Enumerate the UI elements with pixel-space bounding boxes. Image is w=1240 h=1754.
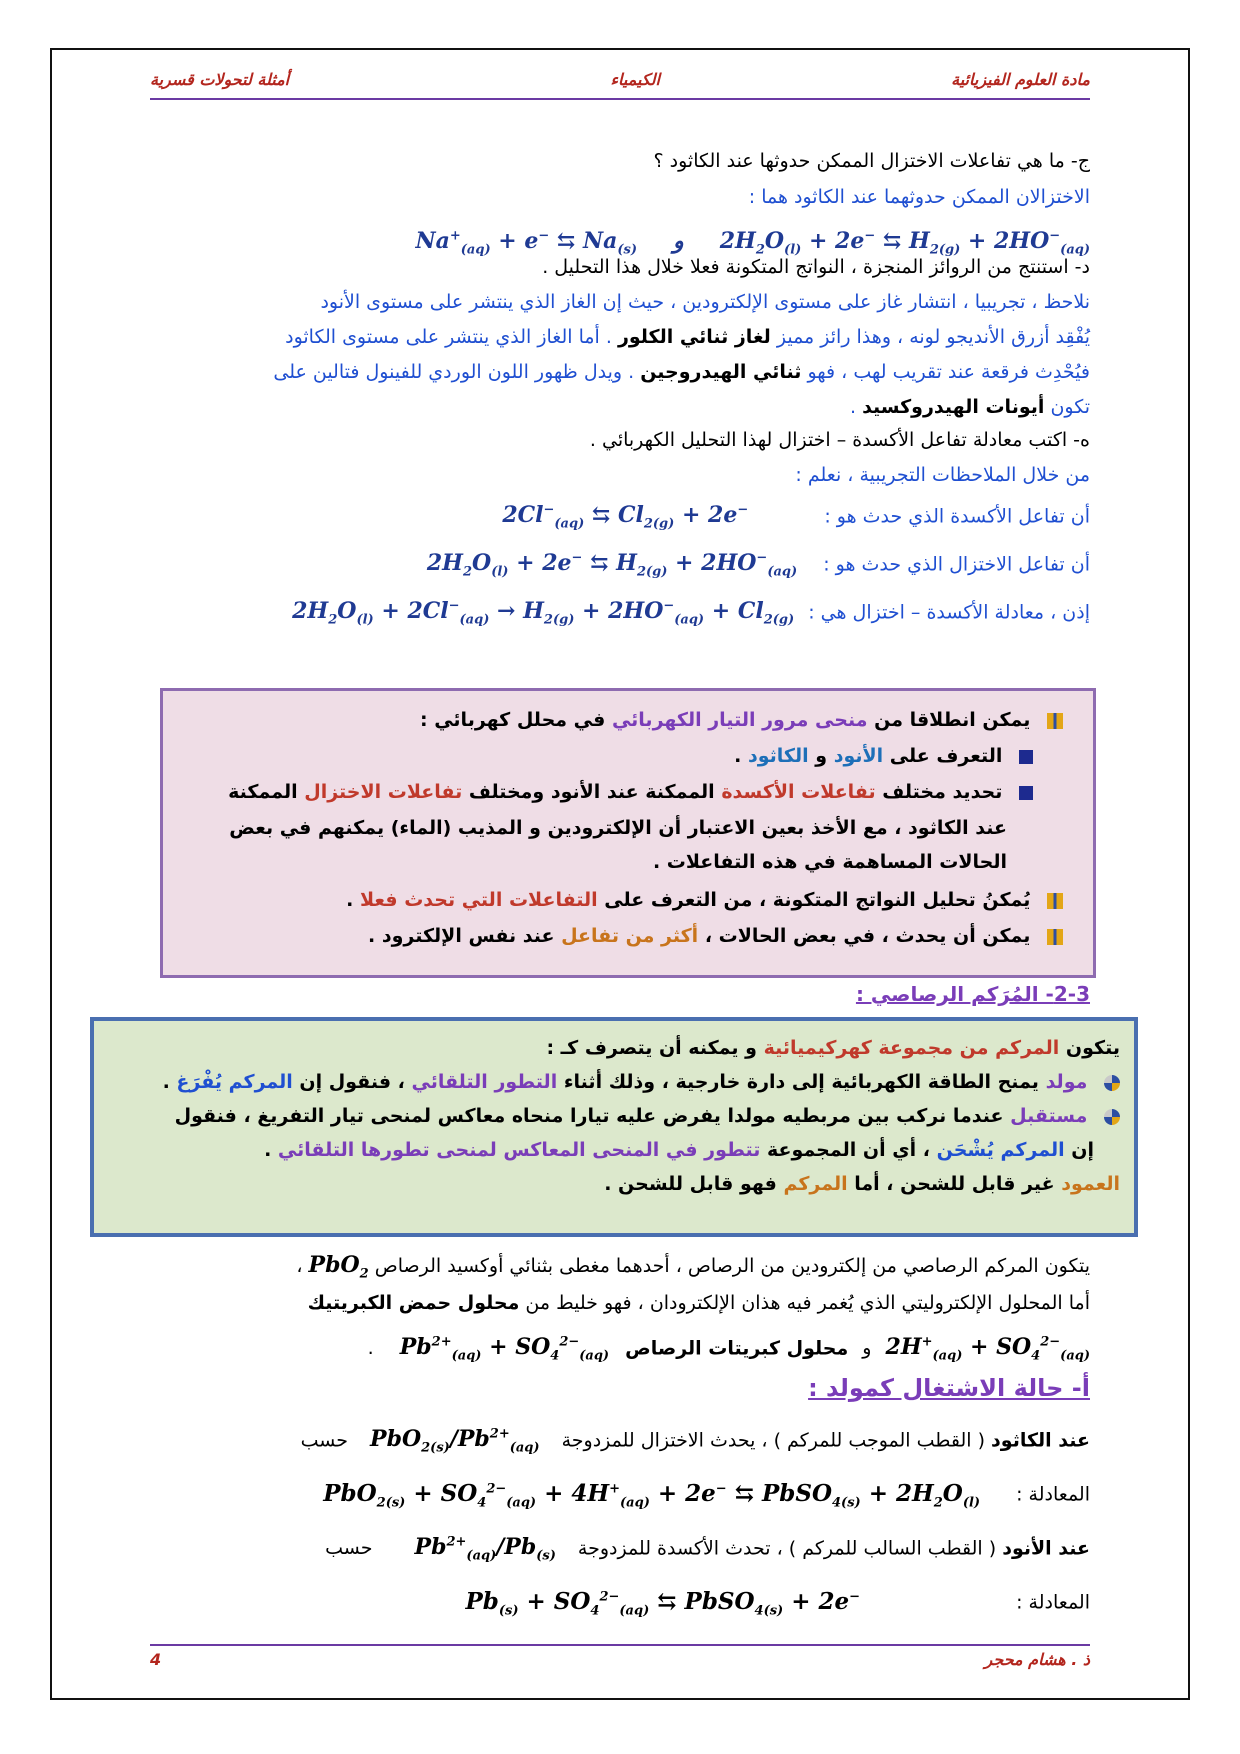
answer-d-text: .: [849, 396, 857, 418]
acc-text: إن: [1071, 1139, 1094, 1161]
equation-anode: $Pb_{(s)} + SO_4^{2-}_{(aq)}$ ⇆ PbSO$_{4(s)}$ + 2e−: [465, 1587, 861, 1619]
summary-text: في محلل كهربائي :: [419, 709, 606, 731]
formula-lead-sulfate: $Pb^{2+}_{(aq)} + SO_4^{2-}_{(aq)}$: [399, 1334, 610, 1364]
acc-text: يتكون: [1065, 1037, 1120, 1059]
summary-text: الممكنة: [228, 781, 298, 803]
summary-text: يمكن أن يحدث ، في بعض الحالات ،: [704, 925, 1031, 947]
cathode-term: الكاثود: [747, 745, 809, 767]
summary-line3: [228, 777, 1033, 807]
summary-text: تحديد مختلف: [882, 781, 1003, 803]
formula-sulfuric-acid: $2H^+_{(aq)} + SO_4^{2-}_{(aq)}$: [885, 1334, 1090, 1364]
acc-line2: [163, 1067, 1120, 1097]
cathode-equation-line: [150, 1474, 1090, 1518]
equation-cathode: $PbO_{2(s)} + SO_4^{2-}_{(aq)} + 4H^+_{(aq)} + 2e^-$ ⇆ PbSO$_{4(s)}$ + $2H_2O_{(l)}$: [323, 1479, 981, 1511]
hydroxide-ions: أيونات الهيدروكسيد: [862, 396, 1045, 418]
answer-d-text: . ويدل ظهور اللون الوردي للفينول فتالين على: [273, 361, 635, 383]
summary-text: عند نفس الإلكترود .: [368, 925, 555, 947]
acc-text: غير قابل للشحن ، أما: [854, 1173, 1055, 1195]
answer-d-line1: نلاحظ ، تجريبيا ، انتشار غاز على مستوى الإلكترودين ، حيث إن الغاز الذي ينتشر على مستوى الأنود: [320, 291, 1090, 313]
acc-line4: [264, 1135, 1094, 1165]
and-label: و: [673, 228, 684, 255]
reduction-reactions: تفاعلات الاختزال: [304, 781, 463, 803]
disk-bullet-icon: [1104, 1109, 1120, 1125]
page-number: 4: [150, 1650, 162, 1669]
composition-text: يتكون المركم الرصاصي من إلكترودين من الرصاص ، أحدهما مغطى بثنائي أوكسيد الرصاص: [374, 1255, 1090, 1277]
footer-author: ذ . هشام محجر: [984, 1650, 1090, 1669]
question-e: ه- اكتب معادلة تفاعل الأكسدة – اختزال لهذا التحليل الكهربائي .: [589, 429, 1090, 451]
acc-line3: [175, 1101, 1120, 1131]
answer-d-text: . أما الغاز الذي ينتشر على مستوى الكاثود: [285, 326, 612, 348]
battery-term: العمود: [1061, 1173, 1120, 1195]
acc-text: .: [162, 1071, 170, 1093]
hydrogen-gas: ثنائي الهيدروجين: [640, 361, 802, 383]
answer-d-line3: [150, 357, 1090, 387]
anode-equation-line: [150, 1582, 1090, 1626]
generator-text: ( القطب الموجب للمركم ) ، يحدث الاختزال للمزدوجة: [561, 1429, 985, 1452]
generator-text: حسب: [300, 1429, 348, 1452]
reverse-evolution: تتطور في المنحى المعاكس لمنحى تطورها التلقائي: [277, 1139, 761, 1161]
anode-line: [150, 1528, 1090, 1568]
acc-text: ، فنقول إن: [299, 1071, 405, 1093]
acc-text: عندما نركب بين مربطيه مولدا يفرض عليه تيارا منحاه معاكس لمنحى تيار التفريغ ، فنقول: [174, 1105, 1004, 1127]
acc-text: و يمكنه أن يتصرف كـ :: [546, 1037, 757, 1059]
summary-line1: [420, 705, 1063, 735]
summary-line5: الحالات المساهمة في هذه التفاعلات .: [652, 851, 1007, 873]
acc-text: ، أي أن المجموعة: [767, 1139, 930, 1161]
accumulator-term: المركم: [783, 1173, 848, 1195]
charging-term: المركم يُشْحَن: [936, 1139, 1065, 1161]
summary-line2: [734, 741, 1033, 771]
acc-line5: [604, 1169, 1120, 1199]
footer-divider: [150, 1644, 1090, 1646]
anode-label: عند الأنود: [1002, 1537, 1090, 1560]
global-label: إذن ، معادلة الأكسدة – اختزال هي :: [808, 601, 1090, 624]
accumulator-box: [90, 1017, 1138, 1237]
couple-pb2-pb: $Pb^{2+}_{(aq)}/Pb_{(s)}$: [414, 1534, 556, 1564]
header-subject: مادة العلوم الفيزيائية: [951, 70, 1090, 89]
summary-text: الممكنة عند الأنود ومختلف: [468, 781, 715, 803]
equation-global: $2H_2O_{(l)} + 2Cl^-_{(aq)} \to H_{2(g)} + 2HO^-_{(aq)} + Cl_{2(g)}$: [292, 598, 795, 628]
generator-term: مولد: [1045, 1071, 1088, 1093]
lead-sulfate-solution: محلول كبريتات الرصاص: [625, 1337, 849, 1360]
actual-reactions: التفاعلات التي تحدث فعلا: [359, 889, 598, 911]
couple-pbo2-pb2: $PbO_{2(s)}/Pb^{2+}_{(aq)}$: [370, 1426, 540, 1456]
generator-text: ( القطب السالب للمركم ) ، تحدث الأكسدة للمزدوجة: [577, 1537, 997, 1560]
composition-line2: [150, 1288, 1090, 1318]
equation-label: المعادلة :: [1016, 1591, 1090, 1614]
acc-line1: [546, 1033, 1120, 1063]
composition-line3: [150, 1328, 1090, 1368]
equation-water-reduction-2: $2H_2O_{(l)} + 2e^-$ ⇆ $H_{2(g)} + 2HO^-_{(aq)}$: [426, 550, 798, 580]
more-than-one-reaction: أكثر من تفاعل: [561, 925, 699, 947]
summary-text: .: [734, 745, 742, 767]
equation-label: المعادلة :: [1016, 1483, 1090, 1506]
composition-line1: [150, 1250, 1090, 1286]
composition-text: ،: [296, 1255, 303, 1277]
global-line: [150, 592, 1090, 628]
plus-bullet-icon: [1047, 713, 1063, 729]
answer-d-text: فيُحْدِث فرقعة عند تقريب لهب ، فهو: [807, 361, 1090, 383]
plus-bullet-icon: [1047, 893, 1063, 909]
summary-line6: [346, 885, 1063, 915]
generator-text: حسب: [325, 1537, 373, 1560]
reduction-line: [150, 544, 1090, 580]
summary-text: التعرف على: [889, 745, 1003, 767]
question-d: د- استنتج من الروائز المنجزة ، النواتج المتكونة فعلا خلال هذا التحليل .: [542, 256, 1090, 278]
header-divider: [150, 98, 1090, 100]
summary-line4: عند الكاثود ، مع الأخذ بعين الاعتبار أن الإلكترودين و المذيب (الماء) يمكنهم في بعض: [229, 817, 1007, 839]
answer-d-text: يُفْقِد أزرق الأنديجو لونه ، وهذا رائز مميز: [776, 326, 1090, 348]
answer-d-text: تكون: [1050, 396, 1090, 418]
intro-e: من خلال الملاحظات التجريبية ، نعلم :: [795, 464, 1090, 486]
summary-text: يمكن انطلاقا من: [874, 709, 1031, 731]
acc-text: يمنح الطاقة الكهربائية إلى دارة خارجية ، وذلك أثناء: [563, 1071, 1039, 1093]
summary-box: [160, 688, 1096, 978]
square-bullet-icon: [1019, 786, 1033, 800]
oxidation-label: أن تفاعل الأكسدة الذي حدث هو :: [824, 505, 1090, 528]
summary-text: يُمكنُ تحليل النواتج المتكونة ، من التعرف على: [604, 889, 1031, 911]
composition-text: و: [862, 1337, 872, 1360]
formula-pbo2: PbO$_2$: [308, 1252, 369, 1282]
oxidation-reactions: تفاعلات الأكسدة: [721, 781, 876, 803]
equation-sodium-reduction: $Na^+_{(aq)} + e^-$ ⇆ $Na_{(s)}$: [415, 228, 638, 258]
page-header: [150, 70, 1090, 100]
chlorine-gas: لغاز ثنائي الكلور: [617, 326, 771, 348]
acc-text: .: [264, 1139, 272, 1161]
composition-text: .: [367, 1337, 374, 1360]
generator-title: أ- حالة الاشتغال كمولد :: [808, 1374, 1090, 1402]
summary-text: و: [815, 745, 828, 767]
receiver-term: مستقبل: [1010, 1105, 1088, 1127]
answer-d-line2: [150, 322, 1090, 352]
discharging-term: المركم يُفْرَغ: [176, 1071, 293, 1093]
equation-water-reduction: $2H_2O_{(l)} + 2e^-$ ⇆ $H_{2(g)} + 2HO^-_{(aq)}$: [719, 228, 1090, 258]
header-topic: أمثلة لتحولات قسرية: [150, 70, 290, 89]
reduction-label: أن تفاعل الاختزال الذي حدث هو :: [823, 553, 1090, 576]
electrochemical-system: المركم من مجموعة كهركيميائية: [763, 1037, 1060, 1059]
plus-bullet-icon: [1047, 929, 1063, 945]
cathode-label: عند الكاثود: [991, 1429, 1090, 1452]
cathode-line: [150, 1420, 1090, 1460]
section-lead-accumulator-title: 2-3- المُرَكم الرصاصي :: [855, 982, 1090, 1006]
acc-text: فهو قابل للشحن .: [604, 1173, 777, 1195]
sulfuric-acid-solution: محلول حمض الكبريتيك: [307, 1292, 520, 1314]
question-c: ج- ما هي تفاعلات الاختزال الممكن حدوثها عند الكاثود ؟: [653, 150, 1090, 172]
summary-text: .: [346, 889, 354, 911]
summary-line7: [368, 921, 1063, 951]
oxidation-line: [150, 496, 1090, 532]
current-direction: منحى مرور التيار الكهربائي: [611, 709, 868, 731]
disk-bullet-icon: [1104, 1075, 1120, 1091]
equation-chloride-oxidation: $2Cl^-_{(aq)}$ ⇆ $Cl_{2(g)} + 2e^-$: [502, 502, 749, 532]
spontaneous-evolution: التطور التلقائي: [411, 1071, 558, 1093]
header-branch: الكيمياء: [610, 70, 660, 89]
anode-term: الأنود: [833, 745, 884, 767]
answer-c: الاختزالان الممكن حدوثهما عند الكاثود هما :: [748, 186, 1090, 208]
composition-text: أما المحلول الإلكتروليتي الذي يُغمر فيه هذان الإلكترودان ، فهو خليط من: [525, 1292, 1090, 1314]
square-bullet-icon: [1019, 750, 1033, 764]
answer-d-line4: [150, 392, 1090, 422]
